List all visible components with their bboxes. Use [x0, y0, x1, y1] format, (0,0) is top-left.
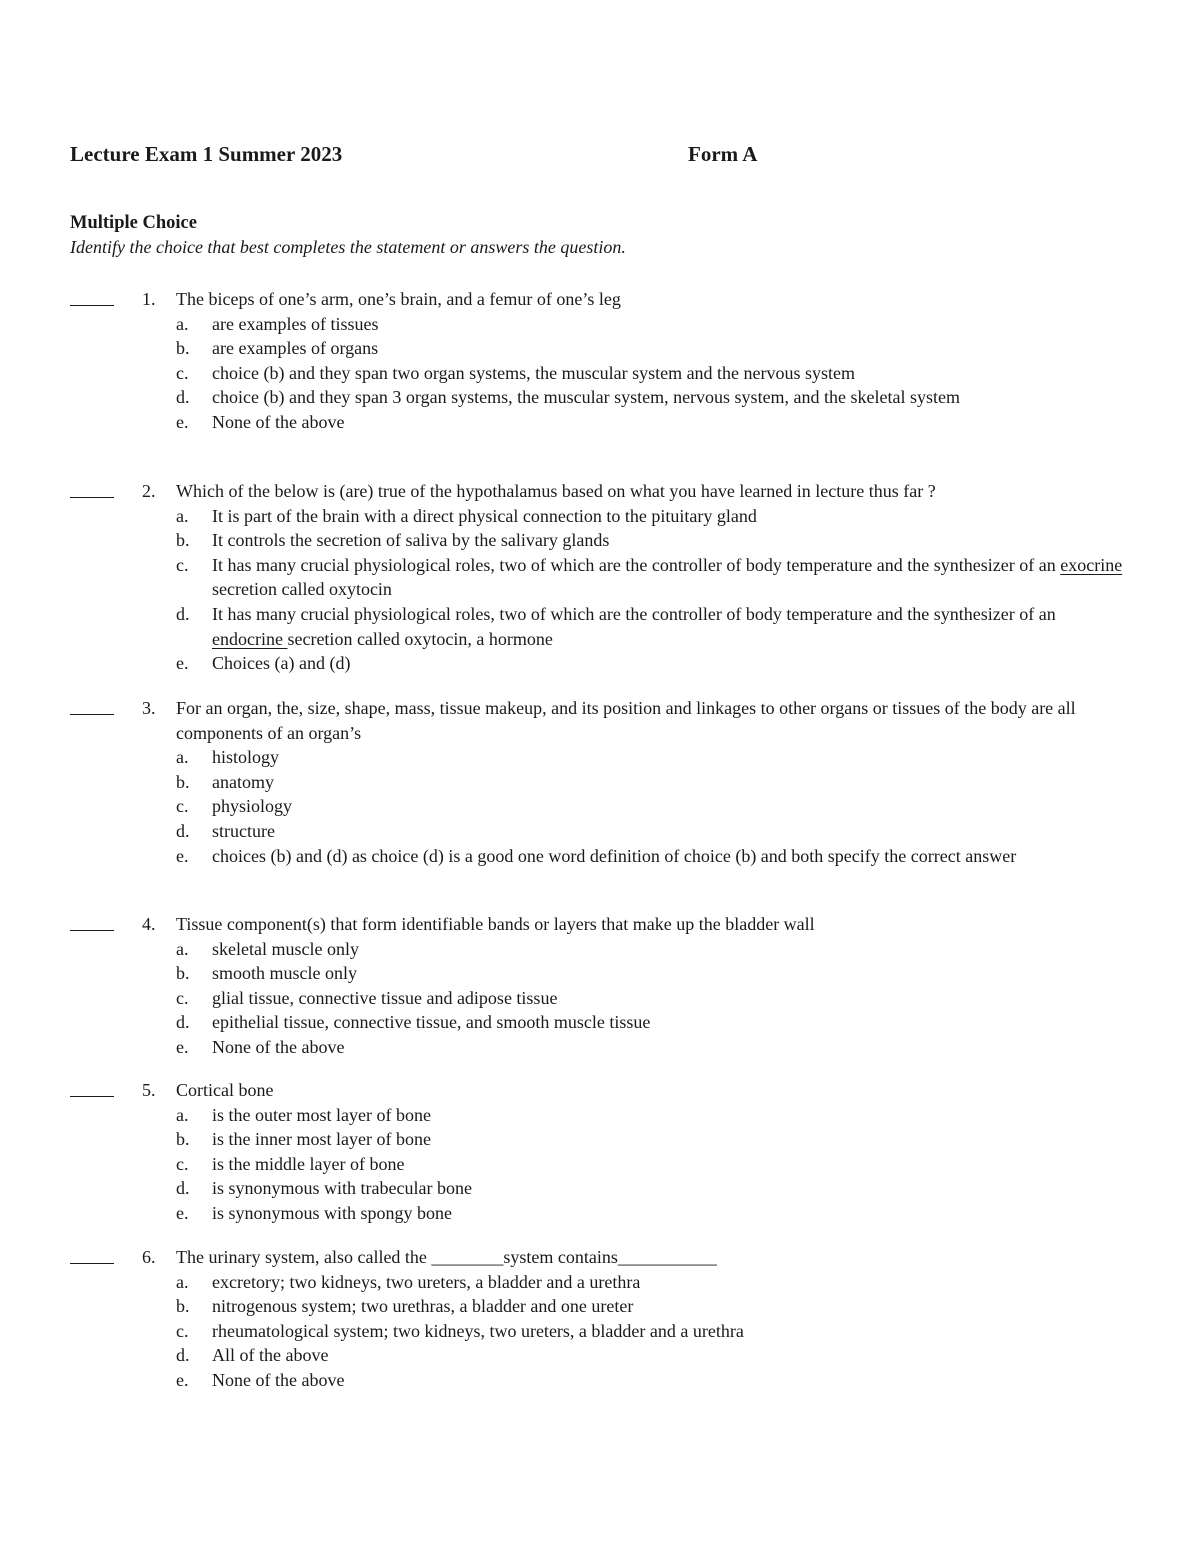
answer-choice: [176, 986, 1126, 1011]
choice-text: None of the above: [212, 1369, 345, 1390]
question-number: 6.: [142, 1247, 156, 1267]
choice-text: excretory; two kidneys, two ureters, a bladder and a urethra: [212, 1271, 641, 1292]
choice-letter: e.: [176, 1202, 189, 1223]
choice-text: histology: [212, 747, 280, 768]
question-number: 2.: [142, 481, 156, 501]
choice-letter: e.: [176, 1369, 189, 1390]
answer-choice: [176, 961, 1126, 986]
choice-letter: a.: [176, 747, 189, 768]
answer-choice: [176, 1319, 1126, 1344]
choice-text: It has many crucial physiological roles, two of which are the controller of body temperature and the synthesizer of an endocrine secretion called oxytocin, a hormone: [212, 603, 1056, 649]
answer-choice: [176, 1270, 1126, 1295]
answer-choice: [176, 602, 1126, 651]
answer-blank[interactable]: [70, 1096, 114, 1097]
answer-choice: [176, 385, 1126, 410]
choice-letter: a.: [176, 313, 189, 334]
choice-text: smooth muscle only: [212, 963, 357, 984]
question-stem: Which of the below is (are) true of the hypothalamus based on what you have learned in lecture thus far ?: [176, 481, 936, 501]
choice-text: It is part of the brain with a direct physical connection to the pituitary gland: [212, 505, 757, 526]
answer-choice: [176, 336, 1126, 361]
choice-letter: e.: [176, 845, 189, 866]
choice-letter: c.: [176, 796, 189, 817]
choice-letter: b.: [176, 771, 190, 792]
answer-blank[interactable]: [70, 497, 114, 498]
underlined-term: endocrine: [212, 628, 288, 649]
answer-choice: [176, 1103, 1126, 1128]
choice-letter: b.: [176, 338, 190, 359]
choice-letter: e.: [176, 653, 189, 674]
choice-letter: a.: [176, 1271, 189, 1292]
answer-choice: [176, 1127, 1126, 1152]
choice-letter: d.: [176, 1012, 190, 1033]
question-stem: The urinary system, also called the ________system contains___________: [176, 1247, 717, 1267]
choice-letter: d.: [176, 1178, 190, 1199]
answer-choice: [176, 745, 1126, 770]
choice-text: structure: [212, 820, 275, 841]
answer-choice: [176, 361, 1126, 386]
answer-choice: [176, 844, 1126, 869]
answer-choice: [176, 1343, 1126, 1368]
exam-header: [70, 142, 790, 174]
choice-list: [176, 1270, 1126, 1393]
choice-letter: d.: [176, 1345, 190, 1366]
choice-letter: e.: [176, 411, 189, 432]
choice-letter: a.: [176, 505, 189, 526]
answer-choice: [176, 1035, 1126, 1060]
choice-text: physiology: [212, 796, 293, 817]
question-number: 3.: [142, 698, 156, 718]
exam-form-label: Form A: [688, 142, 758, 166]
question-stem: For an organ, the, size, shape, mass, tissue makeup, and its position and linkages to other organs or tissues of the body are all components of an organ’s: [176, 698, 1076, 743]
underlined-term: exocrine: [1060, 554, 1123, 575]
choice-text: None of the above: [212, 1036, 345, 1057]
question-number: 5.: [142, 1080, 156, 1100]
choice-list: [176, 312, 1126, 435]
answer-choice: [176, 312, 1126, 337]
answer-choice: [176, 553, 1126, 602]
choice-text: anatomy: [212, 771, 274, 792]
choice-letter: c.: [176, 554, 189, 575]
answer-choice: [176, 1152, 1126, 1177]
answer-choice: [176, 770, 1126, 795]
answer-blank[interactable]: [70, 1263, 114, 1264]
answer-choice: [176, 651, 1126, 676]
choice-letter: e.: [176, 1036, 189, 1057]
choice-text: is synonymous with spongy bone: [212, 1202, 453, 1223]
choice-list: [176, 937, 1126, 1060]
answer-choice: [176, 937, 1126, 962]
choice-text: are examples of tissues: [212, 313, 379, 334]
choice-letter: a.: [176, 1104, 189, 1125]
choice-text: is synonymous with trabecular bone: [212, 1178, 472, 1199]
answer-choice: [176, 819, 1126, 844]
choice-text: All of the above: [212, 1345, 329, 1366]
choice-letter: c.: [176, 1320, 189, 1341]
answer-choice: [176, 410, 1126, 435]
question-stem: Cortical bone: [176, 1080, 274, 1100]
choice-text: choice (b) and they span 3 organ systems, the muscular system, nervous system, and the skeletal system: [212, 387, 961, 408]
choice-text: epithelial tissue, connective tissue, and smooth muscle tissue: [212, 1012, 651, 1033]
section-instructions: Identify the choice that best completes the statement or answers the question.: [70, 237, 626, 257]
choice-letter: c.: [176, 1153, 189, 1174]
choice-text: glial tissue, connective tissue and adipose tissue: [212, 987, 558, 1008]
answer-choice: [176, 1201, 1126, 1226]
choice-list: [176, 745, 1126, 868]
choice-list: [176, 1103, 1126, 1226]
answer-choice: [176, 1010, 1126, 1035]
section-title: Multiple Choice: [70, 213, 197, 233]
choice-text: is the outer most layer of bone: [212, 1104, 431, 1125]
answer-choice: [176, 528, 1126, 553]
choice-text: are examples of organs: [212, 338, 379, 359]
choice-text: choice (b) and they span two organ systems, the muscular system and the nervous system: [212, 362, 856, 383]
choice-letter: d.: [176, 820, 190, 841]
choice-letter: b.: [176, 963, 190, 984]
question-number: 4.: [142, 914, 156, 934]
answer-blank[interactable]: [70, 930, 114, 931]
choice-text: is the middle layer of bone: [212, 1153, 405, 1174]
answer-choice: [176, 1368, 1126, 1393]
choice-text: None of the above: [212, 411, 345, 432]
question-stem: Tissue component(s) that form identifiable bands or layers that make up the bladder wall: [176, 914, 815, 934]
choice-text: choices (b) and (d) as choice (d) is a good one word definition of choice (b) and both specify the correct answer: [212, 845, 1017, 866]
answer-choice: [176, 794, 1126, 819]
choice-text: nitrogenous system; two urethras, a bladder and one ureter: [212, 1296, 634, 1317]
choice-letter: b.: [176, 1129, 190, 1150]
choice-letter: c.: [176, 362, 189, 383]
choice-letter: b.: [176, 530, 190, 551]
choice-letter: d.: [176, 603, 190, 624]
choice-letter: d.: [176, 387, 190, 408]
answer-blank[interactable]: [70, 305, 114, 306]
choice-text: rheumatological system; two kidneys, two ureters, a bladder and a urethra: [212, 1320, 744, 1341]
choice-text: skeletal muscle only: [212, 938, 359, 959]
answer-choice: [176, 1294, 1126, 1319]
choice-letter: a.: [176, 938, 189, 959]
answer-blank[interactable]: [70, 714, 114, 715]
choice-list: [176, 504, 1126, 676]
exam-title: Lecture Exam 1 Summer 2023: [70, 142, 343, 166]
choice-text: It has many crucial physiological roles, two of which are the controller of body temperature and the synthesizer of an exocrine secretion called oxytocin: [212, 554, 1123, 600]
choice-letter: b.: [176, 1296, 190, 1317]
question-number: 1.: [142, 289, 156, 309]
answer-choice: [176, 504, 1126, 529]
question-stem: The biceps of one’s arm, one’s brain, and a femur of one’s leg: [176, 289, 621, 309]
choice-text: Choices (a) and (d): [212, 653, 351, 674]
answer-choice: [176, 1176, 1126, 1201]
choice-letter: c.: [176, 987, 189, 1008]
choice-text: is the inner most layer of bone: [212, 1129, 431, 1150]
choice-text: It controls the secretion of saliva by the salivary glands: [212, 530, 610, 551]
